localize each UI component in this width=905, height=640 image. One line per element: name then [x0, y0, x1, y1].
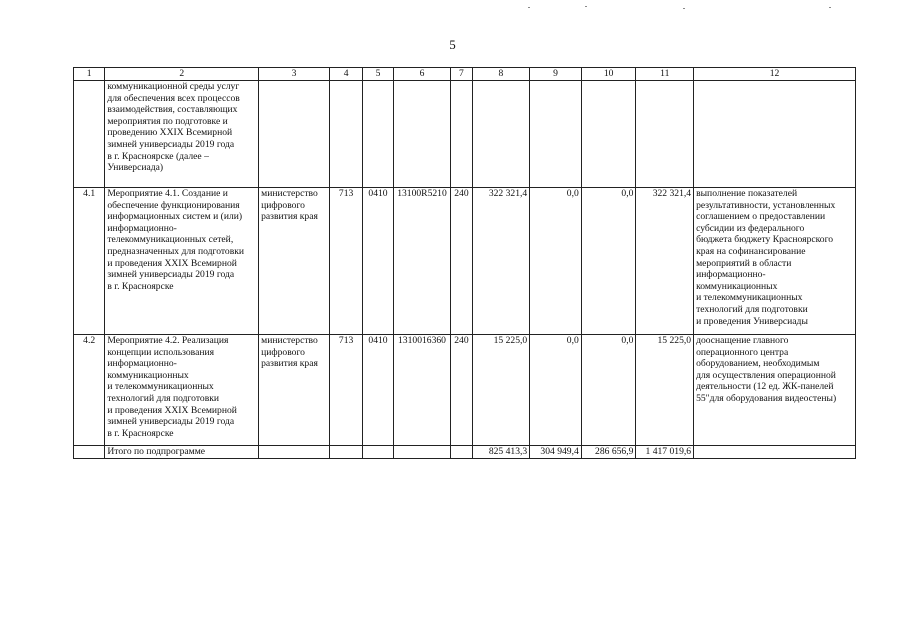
header-cell: 12	[694, 68, 856, 81]
measure-name-cell: коммуникационной среды услуг для обеспечения всех процессов взаимодействия, составляющих мероприятия по подготовке и проведению XXIX Всемирной зимней универсиады 2019 года в г. Красноярске (далее – Универсиада)	[105, 81, 259, 188]
code-cell: 240	[451, 188, 472, 335]
header-cell: 1	[74, 68, 105, 81]
result-cell: дооснащение главного операционного центра оборудованием, необходимым для осуществления операционной деятельности (12 ед. ЖК-панелей 55"для оборудования видеостены)	[694, 335, 856, 446]
amount-cell: 322 321,4	[472, 188, 530, 335]
amount-cell: 322 321,4	[636, 188, 694, 335]
amount-cell: 15 225,0	[472, 335, 530, 446]
header-cell: 10	[581, 68, 636, 81]
result-cell: выполнение показателей результативности, установленных соглашением о предоставлении субсидии из федерального бюджета бюджету Красноярского края на софинансирование мероприятий в области информационно- коммуникационных и телекоммуникационных технологий для подготовки и проведения Универсиады	[694, 188, 856, 335]
code-cell	[329, 81, 362, 188]
header-cell: 8	[472, 68, 530, 81]
code-cell	[451, 81, 472, 188]
header-cell: 5	[363, 68, 393, 81]
header-cell: 2	[105, 68, 259, 81]
organization-cell: министерство цифрового развития края	[259, 188, 330, 335]
code-cell	[451, 446, 472, 459]
total-amount-cell: 304 949,4	[530, 446, 582, 459]
amount-cell: 0,0	[581, 188, 636, 335]
row-number-cell	[74, 446, 105, 459]
total-amount-cell: 1 417 019,6	[636, 446, 694, 459]
total-row	[74, 446, 856, 459]
amount-cell	[472, 81, 530, 188]
code-cell: 1310016360	[393, 335, 451, 446]
amount-cell: 0,0	[530, 188, 582, 335]
budget-table	[73, 67, 856, 459]
code-cell: 0410	[363, 188, 393, 335]
measure-name-cell: Мероприятие 4.1. Создание и обеспечение функционирования информационных систем и (или) информационно- телекоммуникационных сетей, предназначенных для подготовки и проведения XXIX Всемирной зимней универсиады 2019 года в г. Красноярске	[105, 188, 259, 335]
code-cell	[363, 81, 393, 188]
result-cell	[694, 446, 856, 459]
code-cell: 713	[329, 335, 362, 446]
code-cell	[363, 446, 393, 459]
table-row	[74, 81, 856, 188]
organization-cell	[259, 446, 330, 459]
header-cell: 9	[530, 68, 582, 81]
amount-cell: 0,0	[581, 335, 636, 446]
code-cell	[393, 81, 451, 188]
header-cell: 7	[451, 68, 472, 81]
result-cell	[694, 81, 856, 188]
table-row	[74, 188, 856, 335]
page-number: 5	[449, 37, 456, 52]
row-number-cell: 4.2	[74, 335, 105, 446]
header-row	[74, 68, 856, 81]
table-row	[74, 335, 856, 446]
amount-cell	[636, 81, 694, 188]
header-cell: 6	[393, 68, 451, 81]
total-label: Итого по подпрограмме	[105, 446, 259, 459]
total-amount-cell: 286 656,9	[581, 446, 636, 459]
header-cell: 3	[259, 68, 330, 81]
organization-cell	[259, 81, 330, 188]
amount-cell: 0,0	[530, 335, 582, 446]
code-cell: 240	[451, 335, 472, 446]
code-cell	[329, 446, 362, 459]
code-cell: 13100R5210	[393, 188, 451, 335]
row-number-cell: 4.1	[74, 188, 105, 335]
code-cell	[393, 446, 451, 459]
organization-cell: министерство цифрового развития края	[259, 335, 330, 446]
measure-name-cell: Мероприятие 4.2. Реализация концепции использования информационно- коммуникационных и телекоммуникационных технологий для подготовки и проведения XXIX Всемирной зимней универсиады 2019 года в г. Красноярске	[105, 335, 259, 446]
code-cell: 0410	[363, 335, 393, 446]
scan-specks	[0, 6, 905, 10]
amount-cell	[581, 81, 636, 188]
header-cell: 11	[636, 68, 694, 81]
amount-cell: 15 225,0	[636, 335, 694, 446]
row-number-cell	[74, 81, 105, 188]
header-cell: 4	[329, 68, 362, 81]
amount-cell	[530, 81, 582, 188]
code-cell: 713	[329, 188, 362, 335]
total-amount-cell: 825 413,3	[472, 446, 530, 459]
